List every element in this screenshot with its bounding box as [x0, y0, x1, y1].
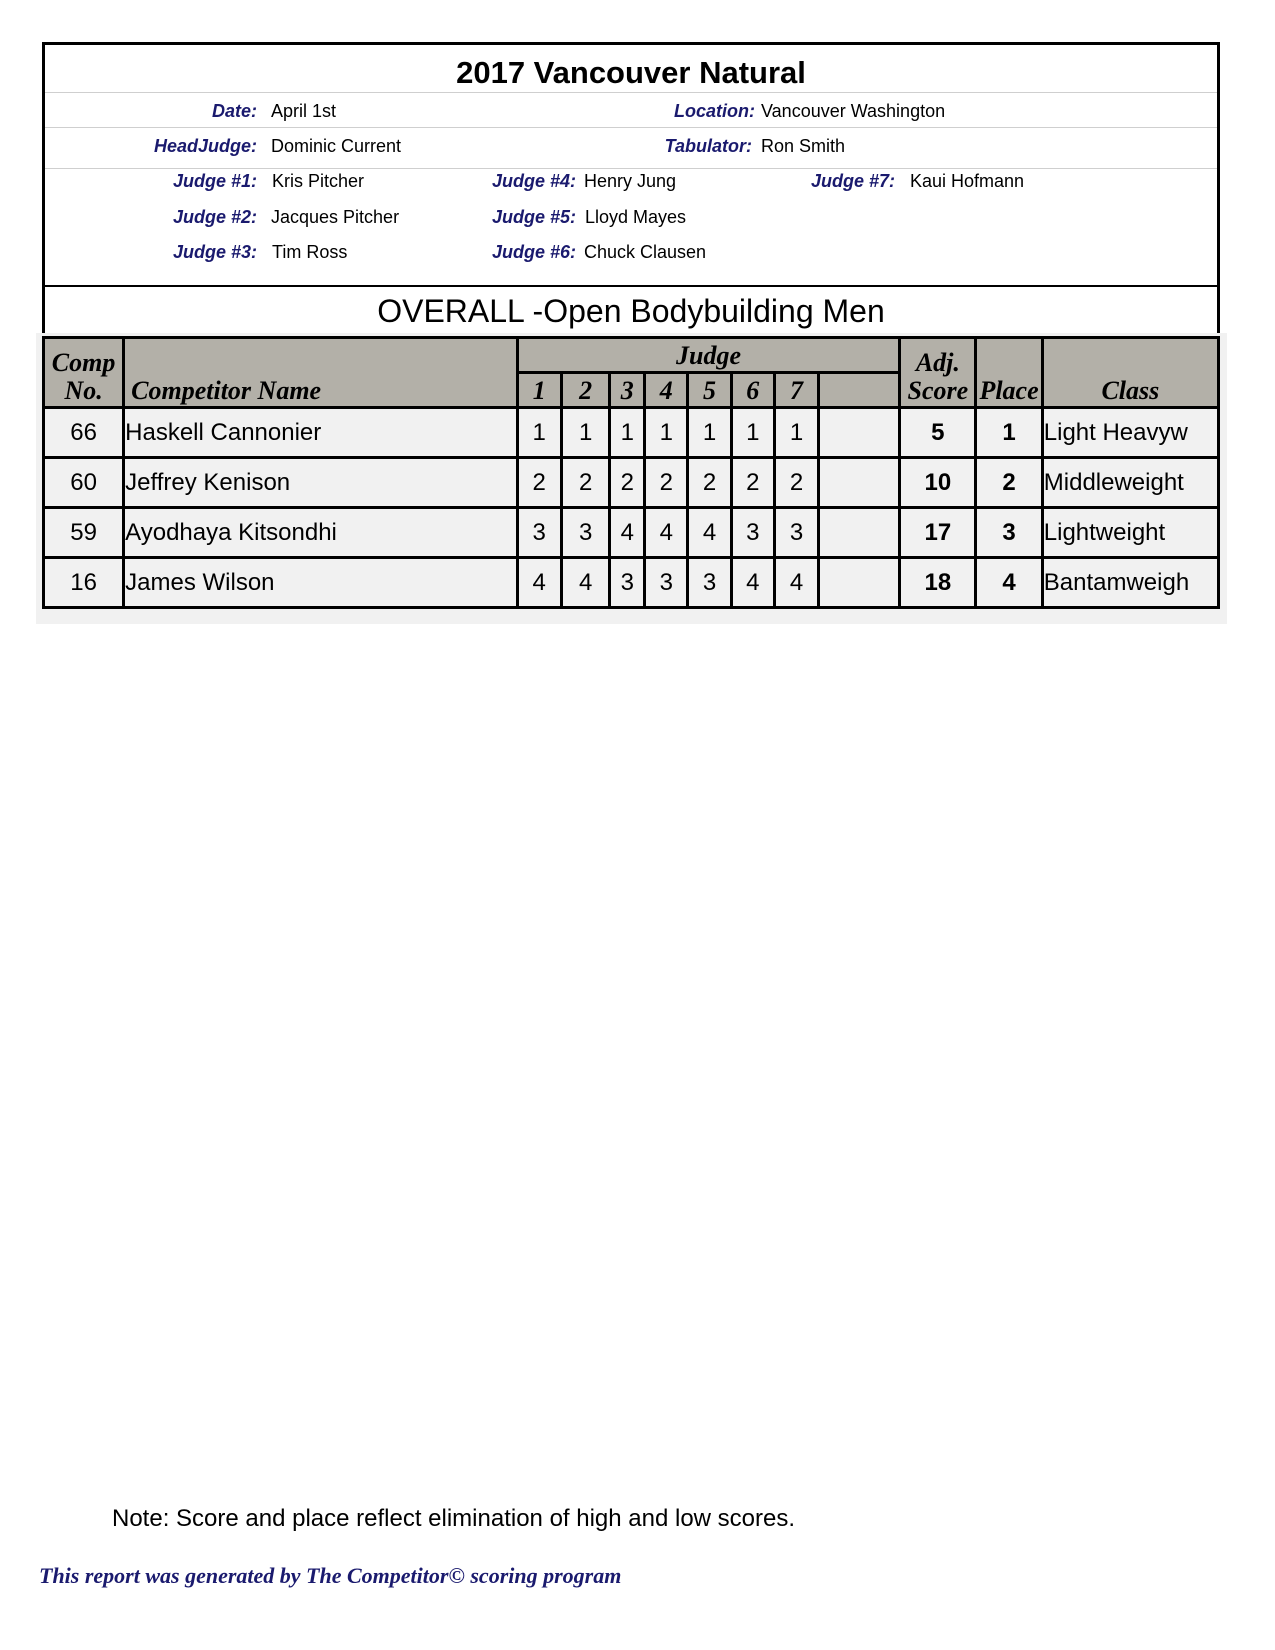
- competitor-name: Haskell Cannonier: [124, 408, 517, 458]
- class: Middleweight: [1042, 458, 1218, 508]
- judge-score: 1: [774, 408, 818, 458]
- class: Lightweight: [1042, 508, 1218, 558]
- judge-7-name: Kaui Hofmann: [910, 171, 1025, 191]
- table-row: [44, 508, 1219, 558]
- adj-score: 10: [900, 458, 976, 508]
- adj-score: 5: [900, 408, 976, 458]
- judge-score: 2: [688, 458, 731, 508]
- judge-number-header: 2: [561, 373, 610, 408]
- place: 2: [976, 458, 1042, 508]
- tabulator-value: Ron Smith: [761, 136, 846, 156]
- tabulator-label: Tabulator:: [664, 136, 752, 156]
- location-value: Vancouver Washington: [761, 101, 946, 121]
- event-header: [42, 42, 1220, 337]
- judge-score: 4: [610, 508, 645, 558]
- judge-score: 2: [561, 458, 610, 508]
- date-value: April 1st: [271, 101, 337, 121]
- comp-no: 59: [44, 508, 124, 558]
- place: 1: [976, 408, 1042, 458]
- judge-score: 3: [645, 558, 688, 608]
- judge-score: 3: [688, 558, 731, 608]
- judge-score: 3: [610, 558, 645, 608]
- judge-score: 2: [517, 458, 561, 508]
- judge-score: 1: [610, 408, 645, 458]
- judge-4-label: Judge #4:: [491, 171, 576, 191]
- judge-score: 4: [645, 508, 688, 558]
- judge-number-header: 3: [610, 373, 645, 408]
- place: 4: [976, 558, 1042, 608]
- judge-score: 2: [645, 458, 688, 508]
- empty-cell: [819, 508, 900, 558]
- judge-score: 2: [610, 458, 645, 508]
- report-footer: This report was generated by The Competitor© scoring program: [39, 1563, 622, 1588]
- comp-no: 60: [44, 458, 124, 508]
- judge-score: 2: [774, 458, 818, 508]
- judge-score: 4: [731, 558, 774, 608]
- judge-score: 1: [517, 408, 561, 458]
- class-header: Class: [1042, 338, 1218, 408]
- judge-4-name: Henry Jung: [584, 171, 677, 191]
- class: Bantamweigh: [1042, 558, 1218, 608]
- empty-cell: [819, 558, 900, 608]
- scoring-note: Note: Score and place reflect elimination of high and low scores.: [112, 1505, 796, 1532]
- judge-score: 4: [561, 558, 610, 608]
- judge-score: 4: [774, 558, 818, 608]
- adj-score-header: Adj. Score: [900, 338, 976, 408]
- judge-3-name: Tim Ross: [272, 242, 348, 262]
- judge-score: 3: [774, 508, 818, 558]
- judge-number-header: 4: [645, 373, 688, 408]
- judge-number-header: 7: [774, 373, 818, 408]
- judge-number-header: 6: [731, 373, 774, 408]
- table-row: [44, 408, 1219, 458]
- judge-score: 1: [688, 408, 731, 458]
- judge-2-label: Judge #2:: [172, 207, 257, 227]
- judge-5-name: Lloyd Mayes: [585, 207, 687, 227]
- judge-1-label: Judge #1:: [172, 171, 257, 191]
- judge-2-name: Jacques Pitcher: [271, 207, 400, 227]
- judge-score: 1: [731, 408, 774, 458]
- empty-cell: [819, 408, 900, 458]
- judge-7-label: Judge #7:: [810, 171, 895, 191]
- table-row: [44, 458, 1219, 508]
- adj-score: 17: [900, 508, 976, 558]
- location-label: Location:: [674, 101, 755, 121]
- judge-6-label: Judge #6:: [491, 242, 576, 262]
- comp-no: 16: [44, 558, 124, 608]
- adj-score: 18: [900, 558, 976, 608]
- headjudge-value: Dominic Current: [271, 136, 402, 156]
- divider: [45, 285, 1217, 287]
- judge-number-header-blank: [819, 373, 900, 408]
- comp-no: 66: [44, 408, 124, 458]
- judge-score: 4: [517, 558, 561, 608]
- divider: [45, 168, 1217, 169]
- judge-score: 2: [731, 458, 774, 508]
- judge-score: 4: [688, 508, 731, 558]
- judge-score: 1: [561, 408, 610, 458]
- judge-6-name: Chuck Clausen: [584, 242, 707, 262]
- judge-1-name: Kris Pitcher: [272, 171, 365, 191]
- divider: [45, 92, 1217, 93]
- judge-score: 3: [517, 508, 561, 558]
- table-row: [44, 558, 1219, 608]
- competitor-name: Jeffrey Kenison: [124, 458, 517, 508]
- results-table: [42, 336, 1220, 609]
- judge-score: 3: [561, 508, 610, 558]
- competitor-name: James Wilson: [124, 558, 517, 608]
- date-label: Date:: [211, 101, 257, 121]
- division-title: OVERALL -Open Bodybuilding Men: [377, 293, 885, 329]
- place-header: Place: [976, 338, 1042, 408]
- divider: [45, 127, 1217, 128]
- event-title: 2017 Vancouver Natural: [456, 55, 806, 90]
- empty-cell: [819, 458, 900, 508]
- judge-score: 3: [731, 508, 774, 558]
- judge-number-header: 1: [517, 373, 561, 408]
- judge-header: Judge: [517, 338, 900, 373]
- place: 3: [976, 508, 1042, 558]
- judge-5-label: Judge #5:: [491, 207, 576, 227]
- headjudge-label: HeadJudge:: [153, 136, 257, 156]
- competitor-name-header: Competitor Name: [124, 338, 517, 408]
- comp-no-header: Comp No.: [44, 338, 124, 408]
- judge-3-label: Judge #3:: [172, 242, 257, 262]
- judge-number-header: 5: [688, 373, 731, 408]
- judge-score: 1: [645, 408, 688, 458]
- class: Light Heavyw: [1042, 408, 1218, 458]
- competitor-name: Ayodhaya Kitsondhi: [124, 508, 517, 558]
